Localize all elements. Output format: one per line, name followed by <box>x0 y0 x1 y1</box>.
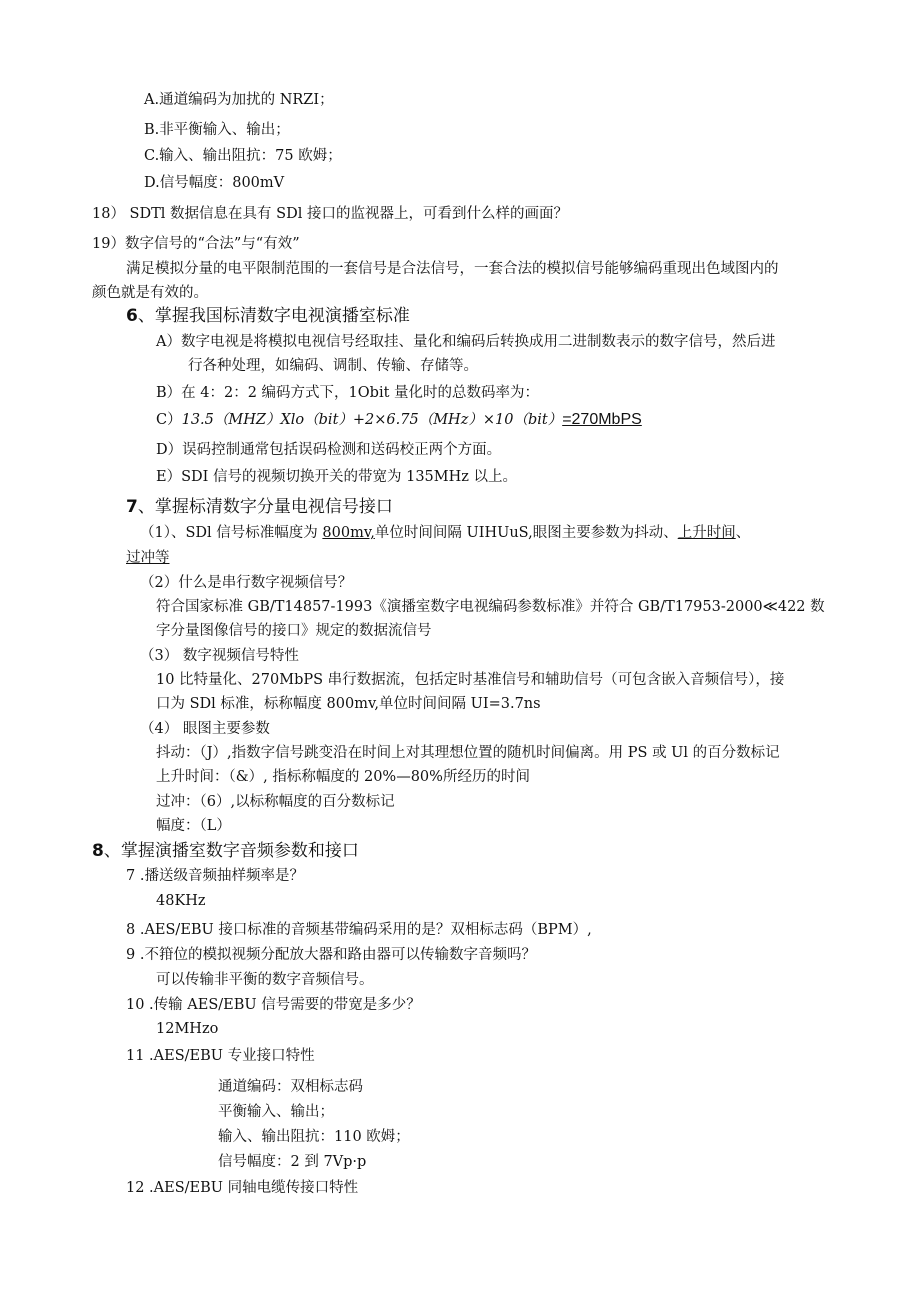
sec6-item-b: B）在 4：2：2 编码方式下，1Obit 量化时的总数码率为： <box>156 385 540 401</box>
sec8-item-8: 8 .AES/EBU 接口标准的音频基带编码采用的是？双相标志码（BPM）, <box>126 922 592 938</box>
sec7-point-2-answer-line1: 符合国家标准 GB/T14857-1993《演播室数字电视编码参数标准》并符合 GB/T17953-2000≪422 数 <box>156 599 825 615</box>
eye-diagram-jitter: 抖动：（J）,指数字信号跳变沿在时间上对其理想位置的随机时间偏离。用 PS 或 Ul 的百分数标记 <box>156 745 780 761</box>
sec6-item-d: D）误码控制通常包括误码检测和送码校正两个方面。 <box>156 442 502 458</box>
option-a: A.通道编码为加扰的 NRZI； <box>144 92 334 108</box>
sec6-item-a-line1: A）数字电视是将模拟电视信号经取挂、量化和编码后转换成用二进制数表示的数字信号，然后进 <box>156 334 776 350</box>
sec7-point-3-answer-line2: 口为 SDl 标准，标称幅度 800mv,单位时间间隔 UI=3.7ns <box>156 696 541 712</box>
question-19-answer-line1: 满足模拟分量的电平限制范围的一套信号是合法信号，一套合法的模拟信号能够编码重现出色域图内的 <box>126 261 779 277</box>
sec8-item-11: 11 .AES/EBU 专业接口特性 <box>126 1048 315 1064</box>
option-c: C.输入、输出阻抗：75 欧姆； <box>144 148 342 164</box>
eye-diagram-amplitude: 幅度：（L） <box>156 818 231 834</box>
aes-balanced-io: 平衡输入、输出； <box>218 1104 334 1120</box>
section-7-heading: 7、掌握标清数字分量电视信号接口 <box>126 497 393 517</box>
sec7-point-1-line1: （1）、SDl 信号标准幅度为 800mv,单位时间间隔 UIHUuS,眼图主要参数为抖动、上升时间、 <box>140 525 751 541</box>
question-19-answer-line2: 颜色就是有效的。 <box>92 285 208 301</box>
sec8-item-7-answer: 48KHz <box>156 893 206 909</box>
section-8-heading: 8、掌握演播室数字音频参数和接口 <box>92 841 359 861</box>
sec8-item-9: 9 .不箝位的模拟视频分配放大器和路由器可以传输数字音频吗？ <box>126 947 536 963</box>
sec7-point-3-answer-line1: 10 比特量化、270MbPS 串行数据流，包括定时基准信号和辅助信号（可包含嵌入音频信号），接 <box>156 672 785 688</box>
section-6-heading: 6、掌握我国标清数字电视演播室标准 <box>126 306 410 326</box>
question-18: 18） SDTl 数据信息在具有 SDl 接口的监视器上，可看到什么样的画面？ <box>92 206 568 222</box>
eye-diagram-rise-time: 上升时间：（&）, 指标称幅度的 20%—80%所经历的时间 <box>156 769 530 785</box>
aes-channel-coding: 通道编码：双相标志码 <box>218 1079 363 1095</box>
bitrate-result: =270MbPS <box>562 411 642 428</box>
sec7-point-1-line2: 过冲等 <box>126 550 170 566</box>
option-d: D.信号幅度：800mV <box>144 175 285 191</box>
sec8-item-12: 12 .AES/EBU 同轴电缆传接口特性 <box>126 1180 359 1196</box>
sec7-point-2-answer-line2: 字分量图像信号的接口》规定的数据流信号 <box>156 623 432 639</box>
sec6-item-a-line2: 行各种处理，如编码、调制、传输、存储等。 <box>188 358 478 374</box>
sec6-item-e: E）SDI 信号的视频切换开关的带宽为 135MHz 以上。 <box>156 469 518 485</box>
sec8-item-7: 7 .播送级音频抽样频率是？ <box>126 868 304 884</box>
sec8-item-9-answer: 可以传输非平衡的数字音频信号。 <box>156 972 374 988</box>
sec8-item-10: 10 .传输 AES/EBU 信号需要的带宽是多少？ <box>126 997 421 1013</box>
sec7-point-4: （4） 眼图主要参数 <box>140 721 270 737</box>
question-19: 19）数字信号的“合法”与“有效” <box>92 236 300 252</box>
aes-impedance: 输入、输出阻抗：110 欧姆； <box>218 1129 410 1145</box>
aes-amplitude: 信号幅度：2 到 7Vp·p <box>218 1154 367 1170</box>
sec8-item-10-answer: 12MHzo <box>156 1021 219 1037</box>
bitrate-formula: 13.5（MHZ）Xlo（bit）+2×6.75（MHz）×10（bit） <box>181 412 563 428</box>
option-b: B.非平衡输入、输出； <box>144 122 290 138</box>
eye-diagram-overshoot: 过冲：（6）,以标称幅度的百分数标记 <box>156 794 395 810</box>
sec6-item-c: C）13.5（MHZ）Xlo（bit）+2×6.75（MHz）×10（bit）=270MbPS <box>156 411 642 428</box>
sec7-point-3: （3） 数字视频信号特性 <box>140 648 299 664</box>
sec7-point-2: （2）什么是串行数字视频信号？ <box>140 575 353 591</box>
